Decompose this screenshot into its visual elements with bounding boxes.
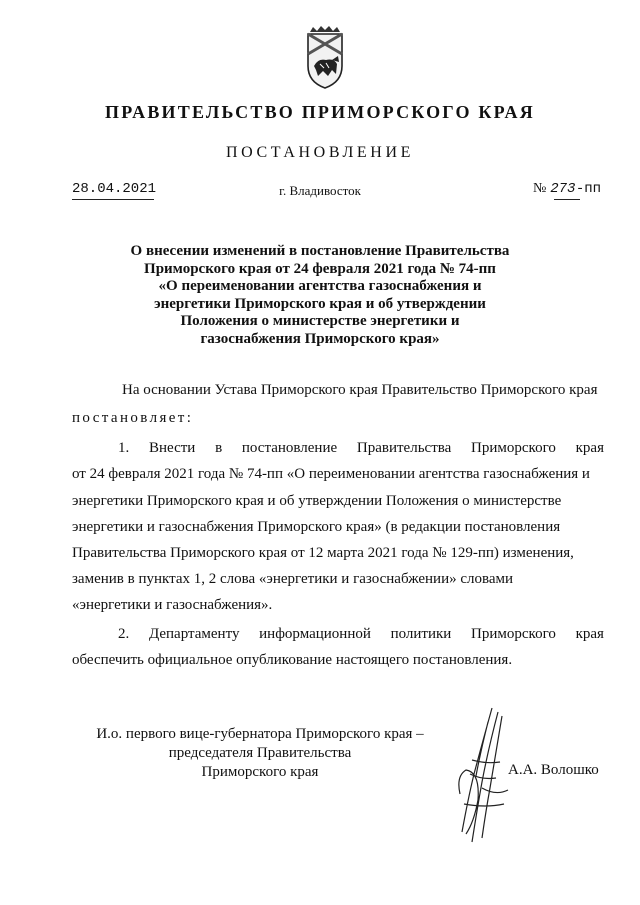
document-number <box>533 181 601 197</box>
heading-line: Приморского края от 24 февраля 2021 года № 74-пп <box>144 260 496 277</box>
item-1-line: заменив в пунктах 1, 2 слова «энергетики и газоснабжении» словами <box>72 571 514 587</box>
item-1-line: «энергетики и газоснабжения». <box>72 597 273 613</box>
item-1-word: 1. <box>118 440 130 456</box>
item-1-line: Правительства Приморского края от 12 марта 2021 года № 129-пп) изменения, <box>72 545 574 561</box>
item-2-word: края <box>575 626 604 642</box>
coat-of-arms-emblem <box>298 26 352 92</box>
heading-line: Положения о министерстве энергетики и <box>180 313 460 329</box>
document-type: ПОСТАНОВЛЕНИЕ <box>226 144 414 161</box>
item-1-word: края <box>575 440 604 456</box>
item-1-line: энергетики Приморского края и об утверждении Положения о министерстве <box>72 493 562 509</box>
number-sign: № <box>533 181 547 196</box>
document-city: г. Владивосток <box>279 183 361 198</box>
item-2-word: Департаменту <box>148 626 240 642</box>
heading-line: энергетики Приморского края и об утверждении <box>154 295 486 312</box>
heading-line: «О переименовании агентства газоснабжения и <box>158 278 482 294</box>
item-1-word: Внести <box>149 440 196 456</box>
item-2-word: информационной <box>259 626 371 642</box>
document-date: 28.04.2021 <box>72 181 157 197</box>
item-1-first-line <box>118 440 604 457</box>
preamble-resolve: постановляет: <box>72 410 194 426</box>
heading-line: газоснабжения Приморского края» <box>200 330 440 347</box>
item-1-word: Правительства <box>356 440 452 456</box>
number-underline <box>554 199 580 200</box>
document-heading <box>100 243 540 348</box>
heading-line: О внесении изменений в постановление Правительства <box>130 243 510 259</box>
item-1-line: энергетики и газоснабжения Приморского края» (в редакции постановления <box>72 519 561 535</box>
position-line: И.о. первого вице-губернатора Приморского края – <box>96 726 424 742</box>
item-2-first-line <box>118 626 604 643</box>
signer-name: А.А. Волошко <box>508 762 599 778</box>
item-2-line: обеспечить официальное опубликование настоящего постановления. <box>72 652 513 668</box>
item-2-word: 2. <box>118 626 130 642</box>
date-underline <box>72 199 154 200</box>
item-1-word: постановление <box>241 440 338 456</box>
preamble-line: На основании Устава Приморского края Правительство Приморского края <box>122 382 598 398</box>
item-1-line: от 24 февраля 2021 года № 74-пп «О переименовании агентства газоснабжения и <box>72 466 590 482</box>
item-2-word: политики <box>390 626 452 642</box>
item-1-word: Приморского <box>471 440 556 456</box>
position-line: председателя Правительства <box>168 745 352 761</box>
handwritten-signature <box>452 704 514 846</box>
number-value: 273 <box>550 181 576 197</box>
organization-title: ПРАВИТЕЛЬСТВО ПРИМОРСКОГО КРАЯ <box>105 102 535 122</box>
item-1-word: в <box>215 440 223 456</box>
position-line: Приморского края <box>201 764 319 780</box>
number-suffix: -пп <box>575 181 602 197</box>
signatory-position <box>60 725 460 782</box>
item-2-word: Приморского <box>471 626 556 642</box>
